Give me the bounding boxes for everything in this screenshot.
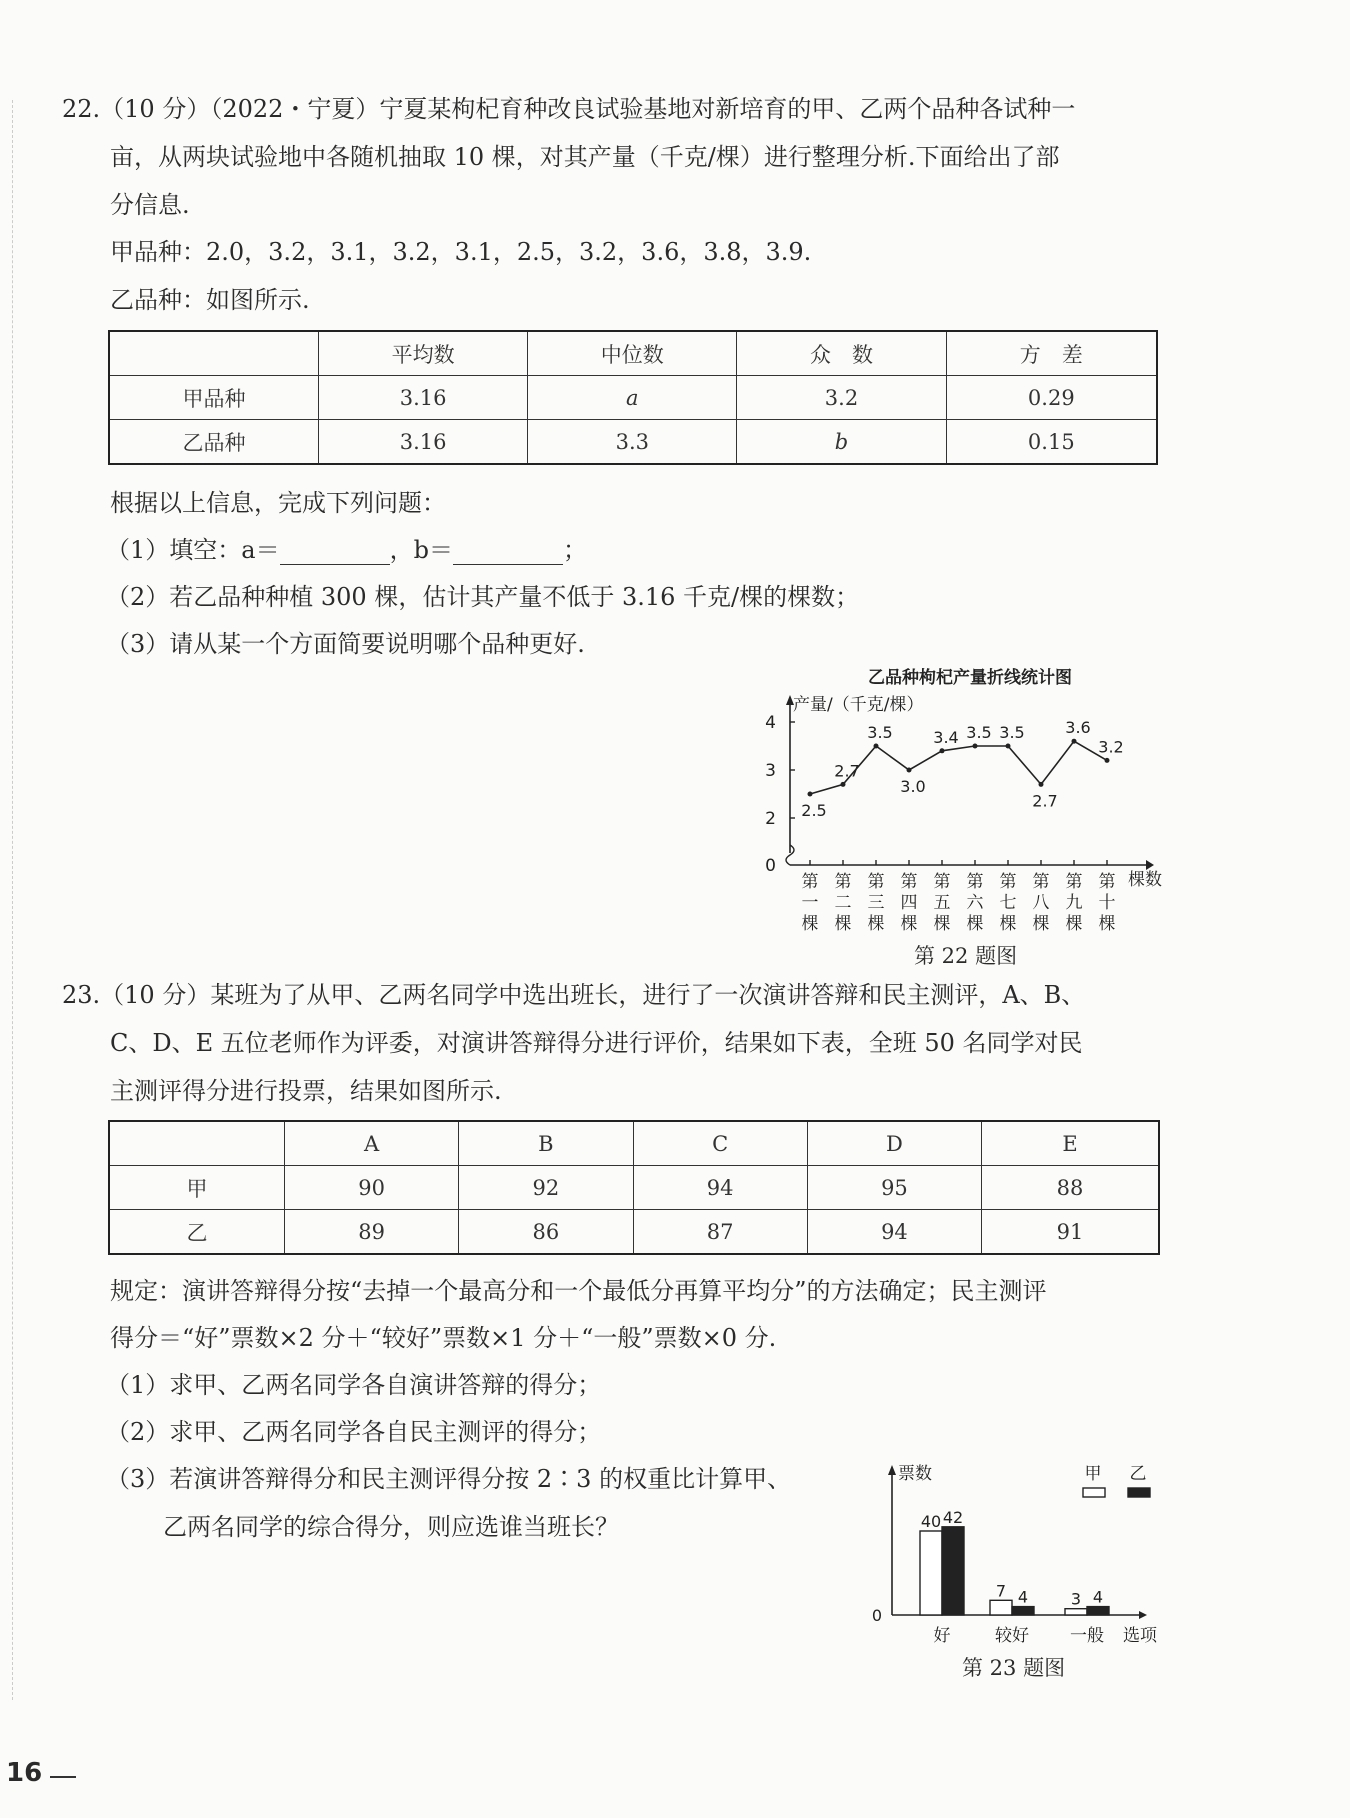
- x-tick-label: 棵: [966, 914, 984, 934]
- bar-value-label: 4: [1017, 1587, 1029, 1607]
- bar: [1012, 1607, 1034, 1615]
- table-cell: 甲品种: [109, 376, 319, 420]
- x-tick-label: 二: [834, 893, 852, 913]
- data-point: [1039, 782, 1044, 787]
- q22-part-1-c: ；: [562, 536, 587, 564]
- x-tick-label: 九: [1065, 893, 1083, 913]
- table-cell: E: [982, 1121, 1159, 1166]
- table-cell: 86: [459, 1210, 633, 1255]
- x-tick-label: 棵: [999, 914, 1017, 934]
- x-axis-arrow: [1146, 860, 1154, 870]
- q22-part-1-a: （1）填空：a＝: [106, 536, 280, 564]
- answer-blank-a: [280, 540, 390, 565]
- table-cell: 87: [633, 1210, 807, 1255]
- table-cell: a: [528, 376, 737, 420]
- legend-swatch: [1083, 1488, 1105, 1497]
- table-cell: 平均数: [319, 331, 528, 376]
- table-cell: 94: [633, 1166, 807, 1210]
- q23-part-2: （2）求甲、乙两名同学各自民主测评的得分；: [106, 1418, 602, 1446]
- legend-swatch: [1128, 1488, 1150, 1497]
- table-cell: 92: [459, 1166, 633, 1210]
- bar-value-label: 7: [995, 1581, 1007, 1601]
- x-tick-label: 棵: [1032, 914, 1050, 934]
- data-label: 3.0: [900, 777, 926, 796]
- x-tick-label: 好: [933, 1626, 951, 1646]
- x-tick-label: 棵: [900, 914, 918, 934]
- table-cell: 88: [982, 1166, 1159, 1210]
- q23-rule-2: 得分＝“好”票数×2 分＋“较好”票数×1 分＋“一般”票数×0 分.: [110, 1324, 777, 1352]
- x-tick-label: 第: [933, 872, 951, 892]
- q23-line-3: 主测评得分进行投票，结果如图所示.: [110, 1077, 502, 1105]
- q23-rule-1: 规定：演讲答辩得分按“去掉一个最高分和一个最低分再算平均分”的方法确定；民主测评: [110, 1277, 1047, 1305]
- table-cell: C: [633, 1121, 807, 1166]
- answer-blank-b: [453, 540, 563, 565]
- data-label: 3.5: [999, 723, 1025, 742]
- page-number-dash: [50, 1776, 76, 1778]
- x-axis-arrow: [1139, 1611, 1147, 1619]
- q23-part-3a: （3）若演讲答辩得分和民主测评得分按 2∶3 的权重比计算甲、: [106, 1465, 792, 1493]
- table-cell: [109, 1121, 285, 1166]
- q22-part-3: （3）请从某一个方面简要说明哪个品种更好.: [106, 630, 585, 658]
- x-tick-label: 棵: [801, 914, 819, 934]
- x-tick-label: 第: [1098, 872, 1116, 892]
- x-tick-label: 第: [1065, 872, 1083, 892]
- data-label: 3.5: [867, 723, 893, 742]
- table-cell: D: [807, 1121, 981, 1166]
- x-tick-label: 较好: [995, 1626, 1029, 1646]
- q22-line-chart: [760, 665, 1180, 940]
- y-tick-label: 3: [765, 761, 776, 781]
- q23-part-1: （1）求甲、乙两名同学各自演讲答辩的得分；: [106, 1371, 602, 1399]
- table-header-row: [109, 1121, 1159, 1166]
- data-point: [907, 768, 912, 773]
- table-cell: 甲: [109, 1166, 285, 1210]
- x-tick-label: 三: [867, 893, 885, 913]
- table-cell: B: [459, 1121, 633, 1166]
- table-cell: 0.15: [946, 420, 1157, 465]
- table-cell: 0.29: [946, 376, 1157, 420]
- table-cell: 3.3: [528, 420, 737, 465]
- table-cell: [109, 331, 319, 376]
- table-row: [109, 1210, 1159, 1255]
- table-header-row: [109, 331, 1157, 376]
- x-tick-label: 第: [834, 872, 852, 892]
- q22-stats-table: [108, 330, 1158, 465]
- data-label: 2.7: [834, 761, 860, 781]
- q22-intro: 根据以上信息，完成下列问题：: [110, 489, 446, 517]
- y-tick-label: 2: [765, 809, 776, 829]
- x-tick-label: 五: [933, 893, 951, 913]
- data-point: [841, 782, 846, 787]
- table-cell: A: [285, 1121, 459, 1166]
- q22-part-1-b: ，b＝: [389, 536, 453, 564]
- q22-line-2: 亩，从两块试验地中各随机抽取 10 棵，对其产量（千克/棵）进行整理分析.下面给出了部: [110, 143, 1060, 171]
- data-point: [973, 744, 978, 749]
- q22-line-3: 分信息.: [110, 191, 190, 219]
- data-label: 2.7: [1032, 791, 1058, 811]
- table-cell: 乙品种: [109, 420, 319, 465]
- q23-bar-chart: [870, 1455, 1175, 1650]
- q23-figure-caption: 第 23 题图: [962, 1656, 1066, 1680]
- x-tick-label: 第: [1032, 872, 1050, 892]
- q22-part-2: （2）若乙品种种植 300 棵，估计其产量不低于 3.16 千克/棵的棵数；: [106, 583, 860, 611]
- x-tick-label: 第: [867, 872, 885, 892]
- bar-value-label: 40: [920, 1512, 942, 1531]
- q23-line-2: C、D、E 五位老师作为评委，对演讲答辩得分进行评价，结果如下表，全班 50 名同学对民: [110, 1029, 1083, 1057]
- margin-guide: [12, 100, 13, 1700]
- table-cell: 91: [982, 1210, 1159, 1255]
- bar-value-label: 4: [1092, 1587, 1104, 1607]
- table-row: [109, 1166, 1159, 1210]
- x-tick-label: 十: [1098, 893, 1116, 913]
- table-cell: 3.2: [737, 376, 946, 420]
- x-tick-label: 棵: [933, 914, 951, 934]
- q22-figure-caption: 第 22 题图: [914, 944, 1018, 968]
- table-row: [109, 376, 1157, 420]
- bar: [942, 1527, 964, 1615]
- data-point: [1105, 758, 1110, 763]
- q23-score-table: [108, 1120, 1160, 1255]
- q22-line-1: 22.（10 分）（2022・宁夏）宁夏某枸杞育种改良试验基地对新培育的甲、乙两个品种各试种一: [62, 95, 1076, 123]
- table-cell: b: [737, 420, 946, 465]
- x-tick-label: 第: [966, 872, 984, 892]
- data-label: 3.6: [1065, 718, 1091, 738]
- data-label: 3.5: [966, 723, 992, 742]
- x-tick-label: 一般: [1070, 1626, 1104, 1646]
- x-axis-label: 棵数: [1128, 870, 1162, 890]
- y-tick-label: 4: [765, 713, 776, 733]
- q22-jia-data: 甲品种：2.0，3.2，3.1，3.2，3.1，2.5，3.2，3.6，3.8，3.9.: [110, 238, 812, 266]
- q23-line-1: 23.（10 分）某班为了从甲、乙两名同学中选出班长，进行了一次演讲答辩和民主测评，A、B、: [62, 981, 1086, 1009]
- table-cell: 乙: [109, 1210, 285, 1255]
- table-cell: 3.16: [319, 376, 528, 420]
- bar-value-label: 42: [942, 1507, 964, 1527]
- x-tick-label: 棵: [834, 914, 852, 934]
- table-cell: 95: [807, 1166, 981, 1210]
- x-tick-label: 八: [1032, 893, 1050, 913]
- y-tick-label: 0: [765, 856, 776, 876]
- data-point: [874, 744, 879, 749]
- x-tick-label: 一: [801, 893, 819, 913]
- table-cell: 方 差: [946, 331, 1157, 376]
- x-tick-label: 四: [900, 893, 918, 913]
- table-cell: 94: [807, 1210, 981, 1255]
- q22-part-1: [106, 535, 587, 565]
- data-point: [808, 792, 813, 797]
- bar-value-label: 3: [1070, 1589, 1082, 1609]
- table-cell: 3.16: [319, 420, 528, 465]
- page-number: 16: [6, 1758, 43, 1788]
- x-tick-label: 六: [966, 893, 984, 913]
- table-cell: 众 数: [737, 331, 946, 376]
- data-point: [940, 748, 945, 753]
- y-tick-label: 0: [871, 1606, 882, 1625]
- x-tick-label: 第: [999, 872, 1017, 892]
- x-tick-label: 第: [801, 872, 819, 892]
- legend-label: 乙: [1129, 1464, 1147, 1484]
- x-tick-label: 七: [999, 893, 1017, 913]
- table-cell: 90: [285, 1166, 459, 1210]
- data-label: 3.4: [933, 727, 959, 747]
- bar: [1065, 1609, 1087, 1615]
- table-row: [109, 420, 1157, 465]
- y-axis-label: 产量/（千克/棵）: [793, 695, 924, 715]
- y-axis-arrow: [888, 1465, 896, 1475]
- legend-label: 甲: [1084, 1464, 1102, 1484]
- data-label: 3.2: [1098, 737, 1124, 757]
- data-point: [1006, 744, 1011, 749]
- bar: [920, 1531, 942, 1615]
- x-tick-label: 棵: [1065, 914, 1083, 934]
- bar: [1087, 1607, 1109, 1615]
- q22-yi-data: 乙品种：如图所示.: [110, 286, 310, 314]
- y-axis-label: 票数: [898, 1464, 932, 1484]
- q23-part-3b: 乙两名同学的综合得分，则应选谁当班长？: [163, 1513, 619, 1541]
- table-cell: 中位数: [528, 331, 737, 376]
- data-point: [1072, 739, 1077, 744]
- x-axis-label: 选项: [1123, 1626, 1157, 1646]
- x-tick-label: 第: [900, 872, 918, 892]
- data-label: 2.5: [801, 801, 827, 820]
- bar: [990, 1600, 1012, 1615]
- x-tick-label: 棵: [867, 914, 885, 934]
- x-tick-label: 棵: [1098, 914, 1116, 934]
- table-cell: 89: [285, 1210, 459, 1255]
- chart-title: 乙品种枸杞产量折线统计图: [868, 668, 1072, 688]
